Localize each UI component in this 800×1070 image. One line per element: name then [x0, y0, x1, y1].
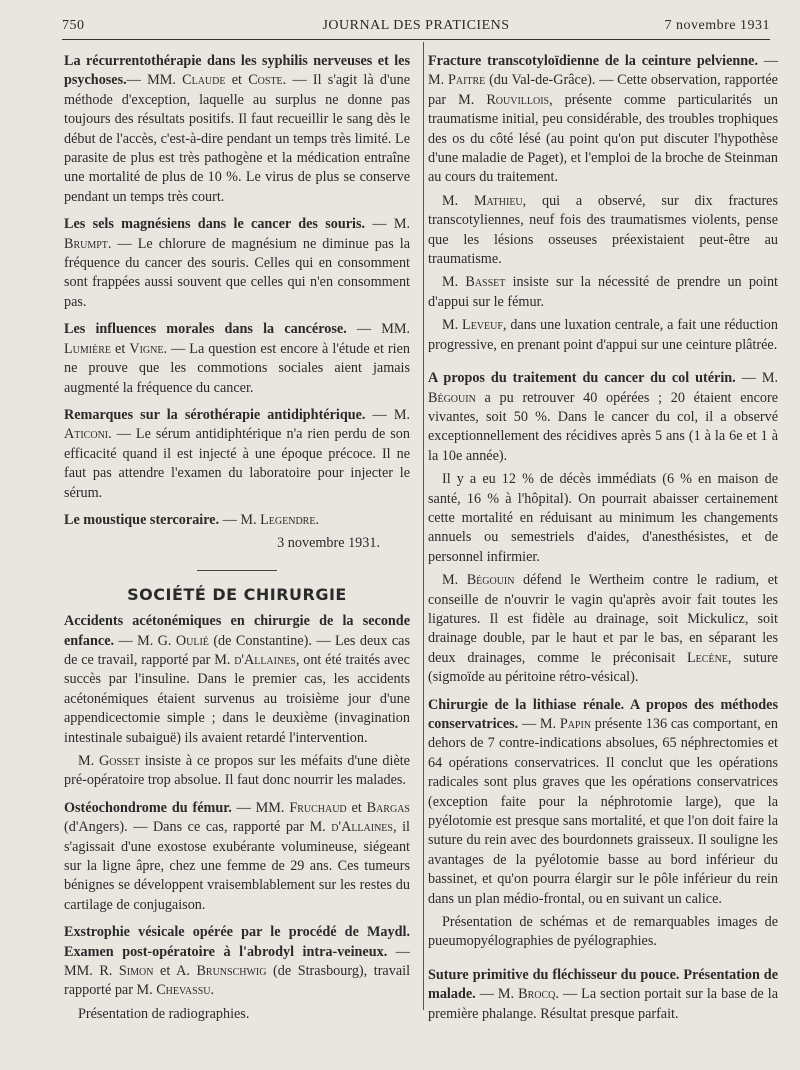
header-rule: [62, 39, 770, 40]
article-lithiase-renale: Chirurgie de la lithiase rénale. A propos des méthodes conservatrices. — M. Papin présente 136 cas comportant, en dehors de 7 contre-indications absolues, 65 néphrectomies et 64 opérations conservatrices. Il conclut que les opérations radicales sont plus graves que les opérations conservatrices (exception faite pour la néphrotomie large), que la pyélotomie est presque sans mortalité, et que l'on doit faire la suture du rein avec des bourdonnets graisseux. Il souligne les avantages de la pyélotomie basse au bord inférieur du bassinet, et qu'on pourra élargir sur le pôle inférieur du rein dans un plan médio-frontal, ou en suivant un calice.: [428, 696, 778, 907]
signature-date: 3 novembre 1931.: [277, 535, 380, 552]
article-title: Le moustique stercoraire.: [64, 511, 220, 528]
section-title: SOCIÉTÉ DE CHIRURGIE: [127, 584, 347, 604]
author-name: Vigne: [129, 340, 164, 357]
right-column: [428, 52, 778, 1032]
rapporteur-name: d'Allaines: [331, 819, 393, 836]
article-accidents-acetonemiques: Accidents acétonémiques en chirurgie de la seconde enfance. — M. G. Oulié (de Constantine). — Les deux cas de ce travail, rapporté par M. d'Allaines, ont été traités avec succès par l'insuline. Dans le premier cas, les accidents acétonémiques étaient survenus au troisième jour d'une appendicectomie simple ; dans le deuxième (invagination intestinale subaiguë) ils avaient retardé l'intervention.: [64, 613, 410, 746]
author-name: Bégouin: [466, 572, 515, 589]
article-osteochondrome: Ostéochondrome du fémur. — MM. Fruchaud et Bargas (d'Angers). — Dans ce cas, rapporté par M. d'Allaines, il s'agissait d'une exostose exubérante volumineuse, siégeant sur la ligne âpre, chez une femme de 29 ans. Ces tumeurs bénignes se développent vraisemblablement sur les restes du cartilage de conjugaison.: [64, 799, 410, 913]
article-title: A propos du traitement du cancer du col utérin.: [428, 370, 736, 387]
paragraph: M. Basset insiste sur la nécessité de prendre un point d'appui sur le fémur.: [428, 274, 778, 310]
author-name: Brumpt: [64, 235, 108, 252]
article-recurrentotherapie: La récurrentothérapie dans les syphilis nerveuses et les psychoses.— MM. Claude et Coste. — Il s'agit là d'une méthode d'exception, laquelle au surplus ne donne pas toujours des résultats positifs. Il faut recueillir le sang dès le début de l'accès, c'est-à-dire pendant un temps très limité. Le parasite de plus est très pathogène et la médication entraîne une mortalité de plus de 10 %. Le virus de plus se conserve pendant un temps très court.: [64, 53, 410, 205]
paragraph: M. Gosset insiste à ce propos sur les méfaits d'une diète pré-opératoire trop absolue. Il faut donc nourrir les malades.: [64, 753, 410, 789]
article-title: Remarques sur la sérothérapie antidiphtérique.: [64, 406, 366, 423]
article-suture-flechisseur: Suture primitive du fléchisseur du pouce. Présentation de malade. — M. Brocq. — La section portait sur la base de la première phalange. Résultat presque parfait.: [428, 966, 778, 1022]
author-name: Lecène: [687, 649, 728, 666]
article-body: , il s'agissait d'une exostose exubérante volumineuse, siégeant sur la ligne âpre, chez une femme de 29 ans. Ces tumeurs bénignes se développent vraisemblablement sur les restes du cartilage de conjugaison.: [64, 819, 410, 913]
article-serotherapie: Remarques sur la sérothérapie antidiphtérique. — M. Aticoni. — Le sérum antidiphtérique n'a rien perdu de son efficacité quand il est injecté à une époque précoce. Il ne faut pas attendre l'examen du laboratoire pour injecter le sérum.: [64, 406, 410, 501]
article-exstrophie-vesicale: Exstrophie vésicale opérée par le procédé de Maydl. Examen post-opératoire à l'abrodyl intra-veineux. — MM. R. Simon et A. Brunschwig (de Strasbourg), travail rapporté par M. Chevassu.: [64, 924, 411, 999]
paragraph: Il y a eu 12 % de décès immédiats (6 % en maison de santé, 16 % à l'hôpital). On pourrait abaisser certainement cette mortalité en réduisant au minimum les changements annuels ou semestriels d'aides, d'anesthésistes, et de personnel infirmier.: [428, 471, 778, 565]
article-title: Fracture transcotyloïdienne de la ceinture pelvienne.: [428, 53, 758, 69]
article-cancer-col-uterin: A propos du traitement du cancer du col utérin. — M. Bégouin a pu retrouver 40 opérées ; 20 étaient encore vivantes, soit 50 %. Dans le cancer du col, il a observé exceptionnellement des récidives après 5 ans (1 à la 6e et 1 à la 10e année).: [428, 370, 778, 464]
article-body: , ont été traités avec succès par l'insuline. Dans le premier cas, les accidents acétonémiques étaient survenus au troisième jour d'une appendicectomie simple ; dans le deuxième (invagination intestinale subaiguë) ils avaient retardé l'intervention.: [64, 651, 410, 746]
author-name: Paitre: [447, 72, 486, 89]
article-title: Les sels magnésiens dans le cancer des souris.: [64, 216, 366, 233]
article-title: Ostéochondrome du fémur.: [64, 799, 232, 816]
article-body: , présente comme particularités un traumatisme initial, peu considérable, des troubles trophiques des os du côté lésé (au point qu'on put discuter l'hypothèse d'une maladie de Paget), et l'emploi de la broche de Steinman au cours du traitement.: [428, 91, 778, 186]
column-divider: [423, 42, 424, 1010]
paragraph: M. Leveuf, dans une luxation centrale, a fait une réduction progressive, en prenant point d'appui sur une ceinture plâtrée.: [428, 317, 778, 353]
rapporteur-name: Chevassu: [156, 982, 211, 999]
article-title: Les influences morales dans la cancérose.: [64, 321, 347, 338]
paragraph: M. Bégouin défend le Wertheim contre le radium, et conseille de n'ouvrir le vagin qu'après avoir fait toutes les ligatures. Il est fidèle au drainage, soit Mickulicz, soit drainage double, par le haut et par le bas, en séparant les deux drainages, comme le préconisait Lecène, suture (sigmoïde au péritoine rétro-vésical).: [428, 572, 778, 686]
article-title: Accidents acétonémiques en chirurgie de la seconde enfance.: [64, 613, 410, 649]
author-name: Aticoni: [64, 426, 109, 443]
article-influences-morales: Les influences morales dans la cancérose. — MM. Lumière et Vigne. — La question est encore à l'étude et rien ne prouve que les commotions sociales aient jamais augmenté la fréquence du cancer.: [64, 321, 411, 396]
author-name: Basset: [465, 274, 506, 291]
rapporteur-name: Rouvillois: [486, 91, 550, 108]
article-sels-magnesiens: Les sels magnésiens dans le cancer des souris. — M. Brumpt. — Le chlorure de magnésium ne diminue pas la fréquence du cancer des souris. Celles qui en consomment sont frappées aussi souvent que celles qui n'en consomment pas.: [64, 216, 410, 310]
author-name: Brunschwig: [196, 963, 267, 980]
article-title: Suture primitive du fléchisseur du pouce. Présentation de malade.: [428, 966, 778, 1003]
article-body: a pu retrouver 40 opérées ; 20 étaient encore vivantes, soit 50 %. Dans le cancer du col, il a observé exceptionnellement des récidives après 5 ans (1 à la 6e et 1 à la 10e année).: [428, 389, 778, 464]
article-title: La récurrentothérapie dans les syphilis nerveuses et les psychoses.: [64, 53, 410, 89]
author-name: Leveuf: [462, 317, 503, 334]
paragraph: Présentation de radiographies.: [78, 1005, 250, 1022]
article-body: — Le sérum antidiphtérique n'a rien perdu de son efficacité quand il est injecté à une époque précoce. Il ne faut pas attendre l'examen du laboratoire pour injecter le sérum.: [64, 426, 410, 501]
article-body: présente 136 cas comportant, en dehors de 7 contre-indications absolues, 65 néphrectomies et 64 opérations conservatrices. Il conclut que les opérations radicales sont plus graves que les opérations conservatrices (exception faite pour la néphrotomie large), que la pyélotomie est presque sans mortalité, et que l'on doit faire la suture du rein avec des bourdonnets graisseux. Il souligne les avantages de la pyélotomie basse au bord inférieur du bassinet, et qu'on pourra élargir sur le pôle inférieur du rein dans un plan médio-frontal, ou en suivant un calice.: [428, 716, 778, 907]
left-column: [64, 52, 410, 1032]
journal-title: JOURNAL DES PRATICIENS: [322, 18, 510, 33]
author-name: Coste: [248, 72, 283, 89]
author-name: Lumière: [64, 340, 111, 357]
author-name: Brocq: [518, 986, 556, 1003]
article-moustique: Le moustique stercoraire. — M. Legendre.: [64, 511, 319, 528]
article-body: — Le chlorure de magnésium ne diminue pas la fréquence du cancer des souris. Celles qui en consomment sont frappées aussi souvent que celles qui n'en consomment pas.: [64, 235, 410, 310]
author-name: Fruchaud: [289, 799, 347, 816]
section-separator: [197, 570, 277, 571]
author-name: Bégouin: [428, 389, 476, 406]
author-name: Mathieu: [473, 192, 523, 209]
article-title: Chirurgie de la lithiase rénale. A propos des méthodes conservatrices.: [428, 696, 778, 732]
article-body: . — La section portait sur la base de la première phalange. Résultat presque parfait.: [428, 986, 778, 1022]
author-name: Gosset: [99, 753, 140, 769]
author-name: Simon: [118, 963, 154, 980]
issue-date: 7 novembre 1931: [664, 18, 770, 33]
author-name: Bargas: [366, 799, 410, 816]
article-fracture-transcotyloidienne: Fracture transcotyloïdienne de la ceinture pelvienne. — M. Paitre (du Val-de-Grâce). — Cette observation, rapportée par M. Rouvillois, présente comme particularités un traumatisme initial, peu considérable, des troubles trophiques des os du côté lésé (au point qu'on put discuter l'hypothèse d'une maladie de Paget), et l'emploi de la broche de Steinman au cours du traitement.: [428, 53, 779, 186]
paragraph: Présentation de schémas et de remarquables images de pueumopyélographies de pyélographies.: [428, 914, 778, 950]
page-number: 750: [62, 18, 85, 33]
article-title: Exstrophie vésicale opérée par le procédé de Maydl. Examen post-opératoire à l'abrodyl intra-veineux.: [64, 924, 410, 960]
article-body: — Il s'agit là d'une méthode d'exception, laquelle au surplus ne donne pas toujours des résultats positifs. Il faut recueillir le sang dès le début de l'accès, c'est-à-dire pendant un temps très limité. Le parasite de plus est très pathogène et la médication entraîne une mortalité de plus de 10 %. Le virus de plus se conserve pendant un temps très court.: [64, 72, 410, 205]
article-body: — La question est encore à l'étude et rien ne prouve que les commotions sociales aient jamais augmenté la fréquence du cancer.: [64, 340, 410, 396]
rapporteur-name: d'Allaines: [234, 651, 296, 668]
author-name: Legendre: [260, 511, 316, 528]
author-name: Claude: [182, 72, 226, 89]
page-header: [62, 14, 770, 36]
author-name: Papin: [559, 716, 592, 732]
author-name: Oulié: [175, 632, 209, 649]
paragraph: M. Mathieu, qui a observé, sur dix fractures transcotyliennes, neuf fois des traumatismes violents, pense que les lésions osseuses préexistaient peut-être au traumatisme.: [428, 192, 778, 268]
